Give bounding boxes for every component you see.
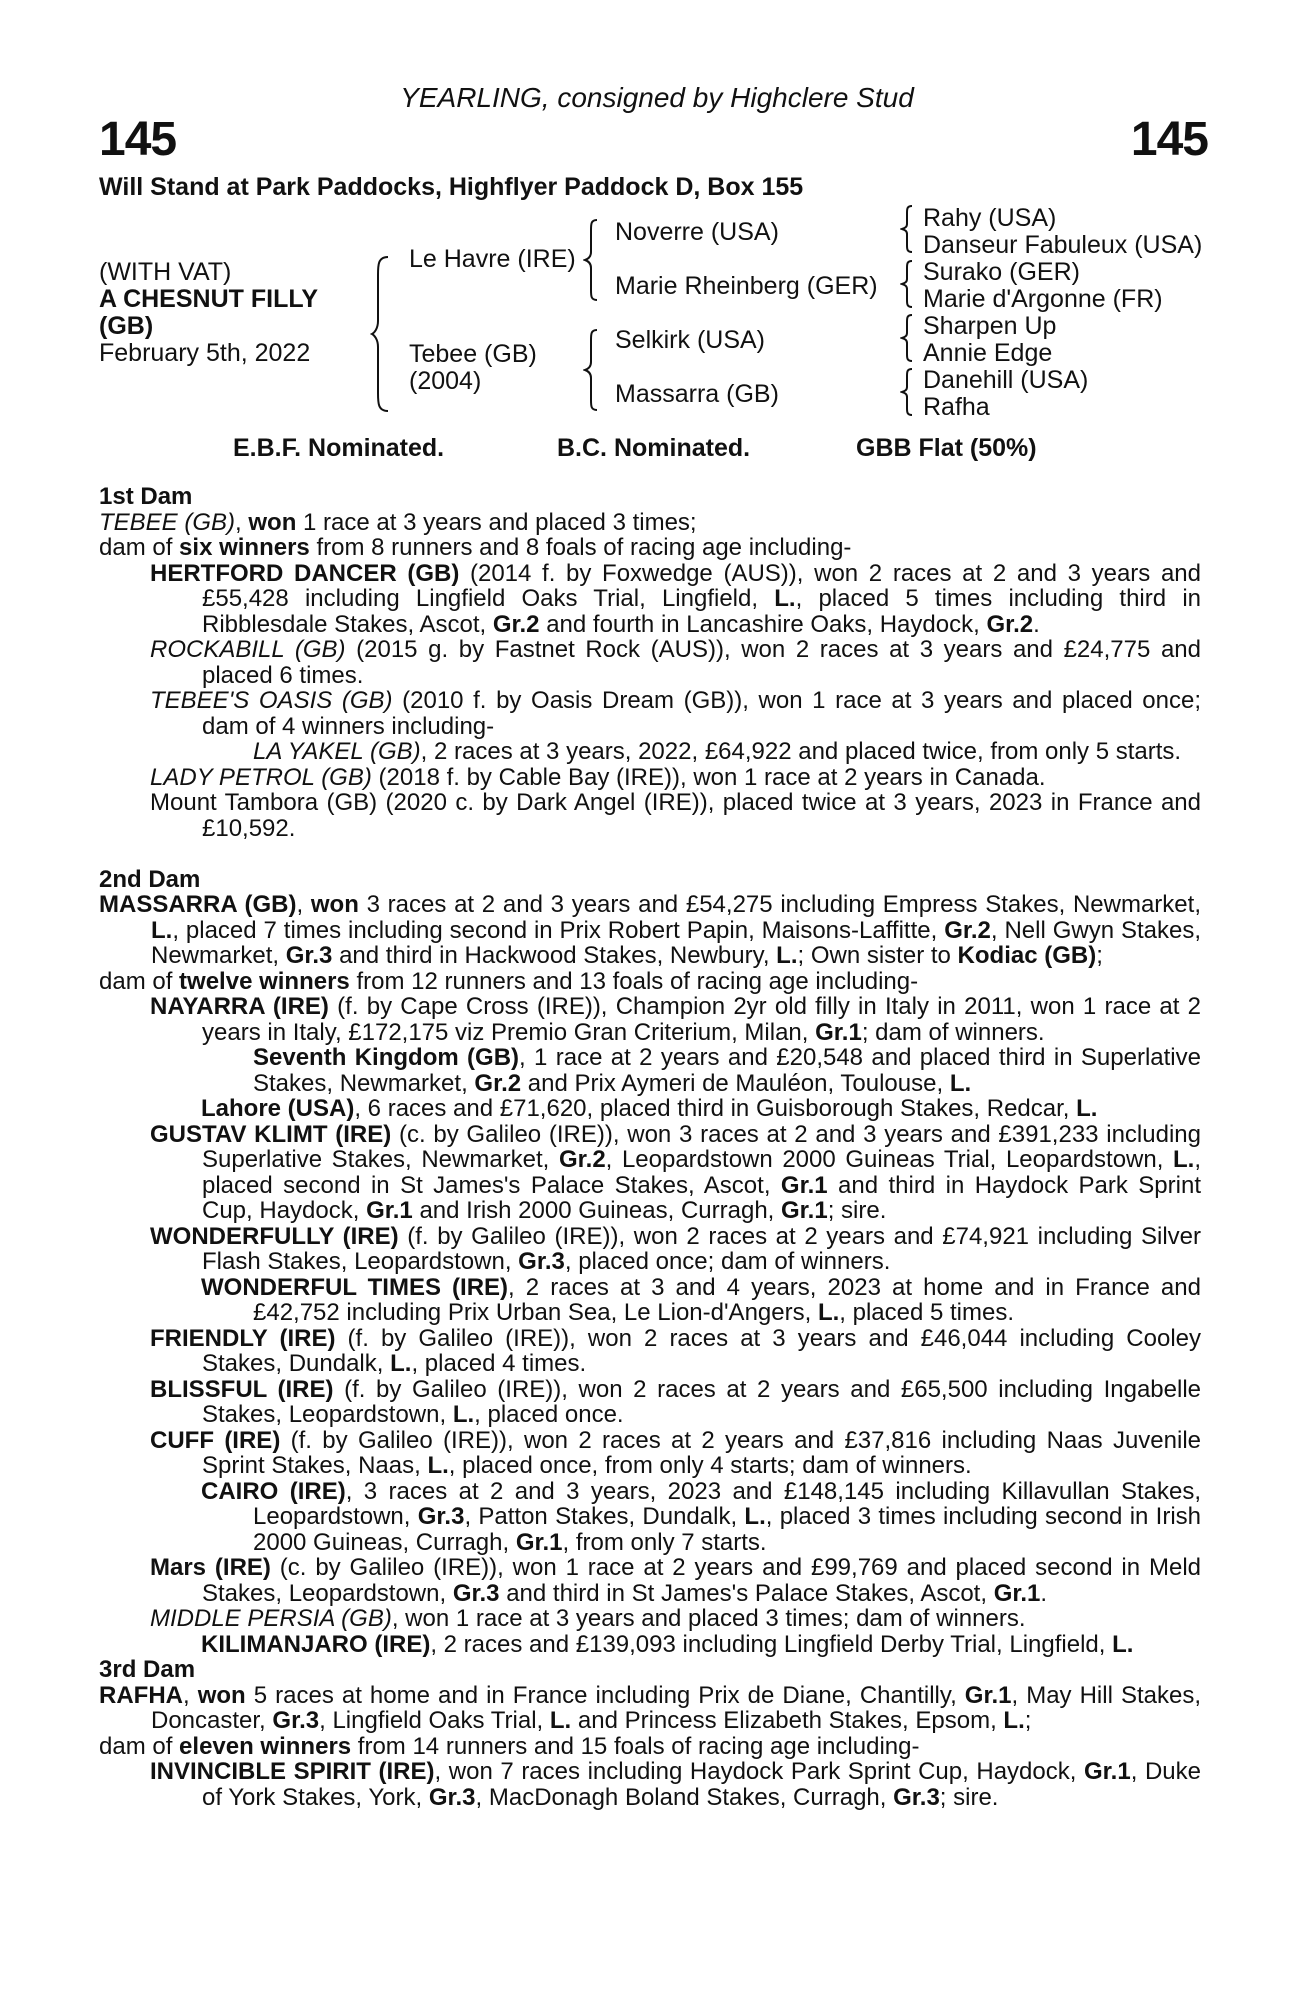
progeny-entry: HERTFORD DANCER (GB) (2014 f. by Foxwedge (AUS)), won 2 races at 2 and 3 years and £55,428 including Lingfield Oaks Trial, Lingfield, L., placed 5 times including third in Ribblesdale Stakes, Ascot, Gr.2 and fourth in Lancashire Oaks, Haydock, Gr.2. xyxy=(150,559,1201,638)
progeny-entry: GUSTAV KLIMT (IRE) (c. by Galileo (IRE)), won 3 races at 2 and 3 years and £391,233 including Superlative Stakes, Newmarket, Gr.2, Leopardstown 2000 Guineas Trial, Leopardstown, L., placed second in St James's Palace Stakes, Ascot, Gr.1 and third in Haydock Park Sprint Cup, Haydock, Gr.1 and Irish 2000 Guineas, Curragh, Gr.1; sire. xyxy=(150,1120,1201,1224)
progeny-entry: Mars (IRE) (c. by Galileo (IRE)), won 1 race at 2 years and £99,769 and placed second in Meld Stakes, Leopardstown, Gr.3 and third in St James's Palace Stakes, Ascot, Gr.1. xyxy=(150,1554,1201,1607)
pedigree-brace-sire xyxy=(583,218,599,302)
pedigree-dam-dam: Massarra (GB) xyxy=(615,380,779,408)
grand-progeny-entry: Lahore (USA), 6 races and £71,620, placed third in Guisborough Stakes, Redcar, L. xyxy=(201,1095,1098,1122)
consignment-header: YEARLING, consigned by Highclere Stud xyxy=(400,82,914,113)
foaling-date: February 5th, 2022 xyxy=(99,339,311,367)
pedigree-dam-year: (2004) xyxy=(409,367,482,395)
gbb-flat: GBB Flat (50%) xyxy=(856,434,1037,462)
pedigree-g8: Rafha xyxy=(923,393,990,421)
pedigree-g5: Sharpen Up xyxy=(923,312,1057,340)
pedigree-brace-g4 xyxy=(900,367,914,417)
ebf-nomination: E.B.F. Nominated. xyxy=(233,434,445,462)
pedigree-brace-main xyxy=(370,255,392,413)
progeny-entry: BLISSFUL (IRE) (f. by Galileo (IRE)), won 2 races at 2 years and £65,500 including Ingabelle Stakes, Leopardstown, L., placed once. xyxy=(150,1375,1202,1428)
third-dam-heading: 3rd Dam xyxy=(99,1656,196,1683)
horse-name-line1: A CHESNUT FILLY xyxy=(99,285,318,313)
second-dam-entry: MASSARRA (GB), won 3 races at 2 and 3 years and £54,275 including Empress Stakes, Newmarket, L., placed 7 times including second in Prix Robert Papin, Maisons-Laffitte, Gr.2, Nell Gwyn Stakes, Newmarket, Gr.3 and third in Hackwood Stakes, Newbury, L.; Own sister to Kodiac (GB); xyxy=(99,891,1201,969)
progeny-entry: INVINCIBLE SPIRIT (IRE), won 7 races including Haydock Park Sprint Cup, Haydock, Gr.1, Duke of York Stakes, York, Gr.3, MacDonagh Boland Stakes, Curragh, Gr.3; sire. xyxy=(150,1758,1201,1811)
progeny-entry: TEBEE'S OASIS (GB) (2010 f. by Oasis Dream (GB)), won 1 race at 3 years and placed once; dam of 4 winners including- xyxy=(150,687,1202,740)
progeny-entry: CUFF (IRE) (f. by Galileo (IRE)), won 2 races at 2 years and £37,816 including Naas Juvenile Sprint Stakes, Naas, L., placed once, from only 4 starts; dam of winners. xyxy=(150,1426,1201,1479)
progeny-entry: FRIENDLY (IRE) (f. by Galileo (IRE)), won 2 races at 3 years and £46,044 including Cooley Stakes, Dundalk, L., placed 4 times. xyxy=(150,1324,1201,1377)
produce-record xyxy=(99,484,1201,1810)
grand-progeny-entry: WONDERFUL TIMES (IRE), 2 races at 3 and 4 years, 2023 at home and in France and £42,752 including Prix Urban Sea, Le Lion-d'Angers, L., placed 5 times. xyxy=(201,1273,1201,1326)
pedigree-brace-g1 xyxy=(900,204,914,254)
progeny-entry: Mount Tambora (GB) (2020 c. by Dark Angel (IRE)), placed twice at 3 years, 2023 in France and £10,592. xyxy=(150,789,1201,842)
pedigree-dam: Tebee (GB) xyxy=(409,340,537,368)
lot-number-left: 145 xyxy=(99,113,177,166)
grand-progeny-entry: CAIRO (IRE), 3 races at 2 and 3 years, 2023 and £148,145 including Killavullan Stakes, Leopardstown, Gr.3, Patton Stakes, Dundalk, L., placed 3 times including second in Irish 2000 Guineas, Curragh, Gr.1, from only 7 starts. xyxy=(201,1477,1201,1556)
progeny-entry: WONDERFULLY (IRE) (f. by Galileo (IRE)), won 2 races at 2 years and £74,921 including Silver Flash Stakes, Leopardstown, Gr.3, placed once; dam of winners. xyxy=(150,1222,1201,1275)
pedigree-brace-dam xyxy=(583,328,599,412)
second-dam-summary: dam of twelve winners from 12 runners and 13 foals of racing age including- xyxy=(99,967,919,995)
stand-location: Will Stand at Park Paddocks, Highflyer Paddock D, Box 155 xyxy=(99,173,804,201)
pedigree-g1: Rahy (USA) xyxy=(923,204,1057,232)
pedigree-brace-g3 xyxy=(900,313,914,363)
pedigree-g2: Danseur Fabuleux (USA) xyxy=(923,231,1203,259)
pedigree-g3: Surako (GER) xyxy=(923,258,1080,286)
second-dam-heading: 2nd Dam xyxy=(99,865,201,893)
third-dam-entry: RAFHA, won 5 races at home and in France including Prix de Diane, Chantilly, Gr.1, May Hill Stakes, Doncaster, Gr.3, Lingfield Oaks Trial, L. and Princess Elizabeth Stakes, Epsom, L.; xyxy=(99,1681,1201,1734)
progeny-entry: LADY PETROL (GB) (2018 f. by Cable Bay (IRE)), won 1 race at 2 years in Canada. xyxy=(150,763,1046,791)
pedigree-g6: Annie Edge xyxy=(923,339,1053,367)
bc-nomination: B.C. Nominated. xyxy=(557,434,751,462)
grand-progeny-entry: LA YAKEL (GB), 2 races at 3 years, 2022, £64,922 and placed twice, from only 5 starts. xyxy=(253,738,1182,765)
pedigree-sire-dam: Marie Rheinberg (GER) xyxy=(615,272,878,300)
pedigree-sire: Le Havre (IRE) xyxy=(409,245,576,273)
dam-name: TEBEE (GB) xyxy=(99,508,236,536)
grand-progeny-entry: KILIMANJARO (IRE), 2 races and £139,093 including Lingfield Derby Trial, Lingfield, L. xyxy=(201,1630,1134,1658)
progeny-entry: MIDDLE PERSIA (GB), won 1 race at 3 years and placed 3 times; dam of winners. xyxy=(150,1605,1026,1632)
vat-label: (WITH VAT) xyxy=(99,258,232,286)
pedigree-sire-sire: Noverre (USA) xyxy=(615,218,779,246)
pedigree-g4: Marie d'Argonne (FR) xyxy=(923,285,1163,313)
first-dam-entry: TEBEE (GB), won 1 race at 3 years and placed 3 times; xyxy=(99,508,697,536)
first-dam-heading: 1st Dam xyxy=(99,483,193,510)
first-dam-summary: dam of six winners from 8 runners and 8 foals of racing age including- xyxy=(99,534,852,561)
progeny-entry: ROCKABILL (GB) (2015 g. by Fastnet Rock (AUS)), won 2 races at 3 years and £24,775 and placed 6 times. xyxy=(150,636,1201,689)
third-dam-summary: dam of eleven winners from 14 runners and 15 foals of racing age including- xyxy=(99,1732,920,1760)
pedigree-brace-g2 xyxy=(900,259,914,309)
pedigree-dam-sire: Selkirk (USA) xyxy=(615,326,766,354)
grand-progeny-entry: Seventh Kingdom (GB), 1 race at 2 years and £20,548 and placed third in Superlative Stakes, Newmarket, Gr.2 and Prix Aymeri de Mauléon, Toulouse, L. xyxy=(253,1044,1201,1097)
horse-name-line2: (GB) xyxy=(99,312,154,340)
progeny-entry: NAYARRA (IRE) (f. by Cape Cross (IRE)), Champion 2yr old filly in Italy in 2011, won 1 race at 2 years in Italy, £172,175 viz Premio Gran Criterium, Milan, Gr.1; dam of winners. xyxy=(150,993,1201,1046)
lot-number-right: 145 xyxy=(1130,113,1208,166)
pedigree-g7: Danehill (USA) xyxy=(923,366,1089,394)
